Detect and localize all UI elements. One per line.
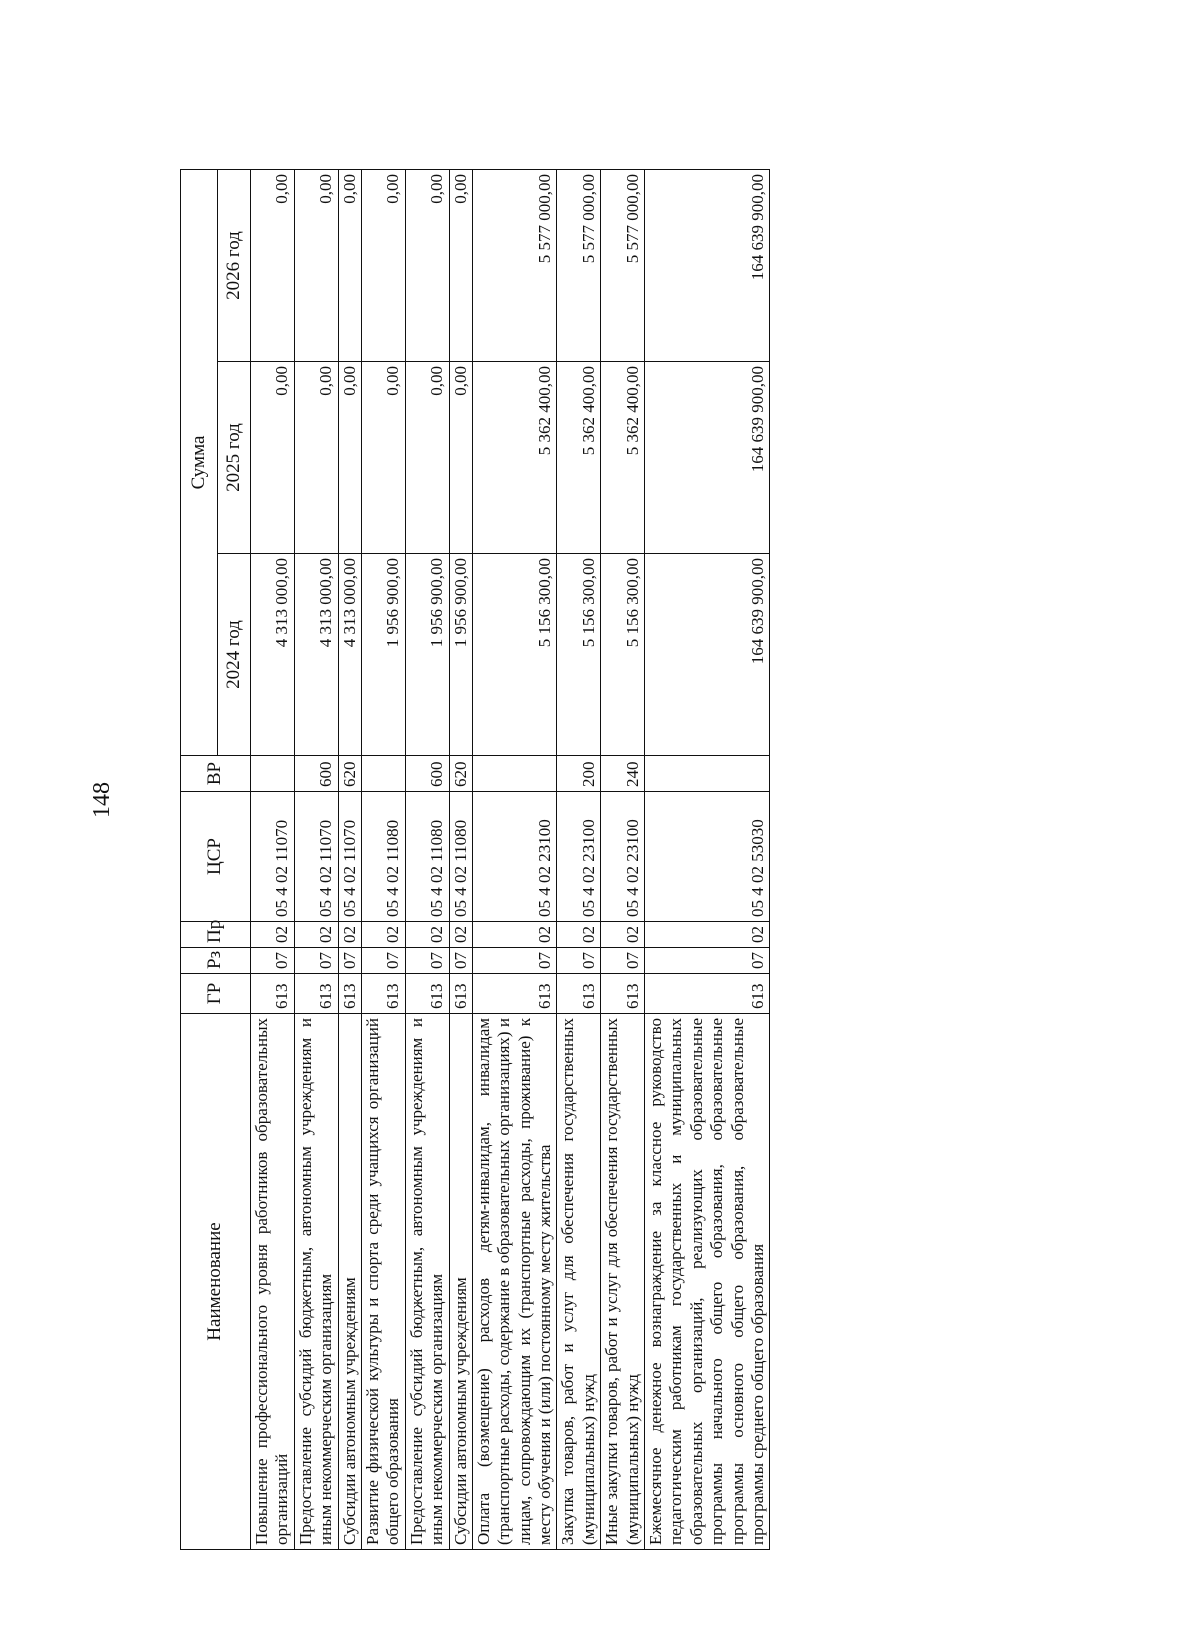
row-gr-cell: 613: [449, 974, 472, 1014]
header-vr: ВР: [181, 756, 251, 792]
row-pr-cell: 02: [251, 922, 295, 948]
table-row: [449, 170, 472, 1550]
row-sum-2024-cell: 4 313 000,00: [294, 554, 338, 756]
row-name-cell: Субсидии автономным учреждениям: [449, 1014, 472, 1550]
row-sum-2025-cell: 5 362 400,00: [557, 362, 601, 554]
row-rz-cell: 07: [601, 948, 645, 974]
header-gr: ГР: [181, 974, 251, 1014]
row-name-cell: Повышение профессионального уровня работников образовательных организаций: [251, 1014, 295, 1550]
row-sum-2026-cell: 5 577 000,00: [557, 170, 601, 362]
row-name-cell: Оплата (возмещение) расходов детям-инвалидам, инвалидам (транспортные расходы, содержание в образовательных организациях) и лицам, сопровождающим их (транспортные расходы, проживание) к месту обучения и (или) постоянному месту жительства: [472, 1014, 557, 1550]
row-pr-cell: 02: [472, 922, 557, 948]
row-csr-cell: 05 4 02 11080: [361, 792, 405, 922]
row-csr-cell: 05 4 02 23100: [472, 792, 557, 922]
row-sum-2025-cell: 0,00: [449, 362, 472, 554]
row-sum-2025-cell: 164 639 900,00: [645, 362, 770, 554]
row-vr-cell: 240: [601, 756, 645, 792]
page-number: 148: [89, 782, 115, 818]
row-sum-2025-cell: 5 362 400,00: [472, 362, 557, 554]
row-sum-2025-cell: 0,00: [361, 362, 405, 554]
row-pr-cell: 02: [645, 922, 770, 948]
row-sum-2024-cell: 1 956 900,00: [449, 554, 472, 756]
row-sum-2024-cell: 164 639 900,00: [645, 554, 770, 756]
row-sum-2025-cell: 0,00: [294, 362, 338, 554]
header-year-2026: 2026 год: [218, 170, 251, 362]
row-csr-cell: 05 4 02 23100: [601, 792, 645, 922]
row-sum-2026-cell: 5 577 000,00: [601, 170, 645, 362]
header-year-2024: 2024 год: [218, 554, 251, 756]
row-name-cell: Субсидии автономным учреждениям: [338, 1014, 361, 1550]
row-name-cell: Предоставление субсидий бюджетным, автономным учреждениям и иным некоммерческим организациям: [405, 1014, 449, 1550]
row-sum-2026-cell: 164 639 900,00: [645, 170, 770, 362]
rotated-table-wrapper: [180, 170, 980, 1550]
row-rz-cell: 07: [361, 948, 405, 974]
row-vr-cell: [472, 756, 557, 792]
row-name-cell: Закупка товаров, работ и услуг для обеспечения государственных (муниципальных) нужд: [557, 1014, 601, 1550]
row-gr-cell: 613: [601, 974, 645, 1014]
budget-table: [180, 169, 770, 1550]
row-gr-cell: 613: [645, 974, 770, 1014]
row-sum-2025-cell: 0,00: [251, 362, 295, 554]
row-sum-2026-cell: 5 577 000,00: [472, 170, 557, 362]
row-vr-cell: 620: [449, 756, 472, 792]
row-sum-2026-cell: 0,00: [361, 170, 405, 362]
row-gr-cell: 613: [294, 974, 338, 1014]
row-gr-cell: 613: [338, 974, 361, 1014]
row-sum-2026-cell: 0,00: [338, 170, 361, 362]
row-sum-2026-cell: 0,00: [251, 170, 295, 362]
row-vr-cell: [251, 756, 295, 792]
row-rz-cell: 07: [472, 948, 557, 974]
row-pr-cell: 02: [449, 922, 472, 948]
row-sum-2024-cell: 4 313 000,00: [338, 554, 361, 756]
row-vr-cell: [645, 756, 770, 792]
row-csr-cell: 05 4 02 11080: [449, 792, 472, 922]
header-csr: ЦСР: [181, 792, 251, 922]
row-vr-cell: 600: [405, 756, 449, 792]
header-year-2025: 2025 год: [218, 362, 251, 554]
row-sum-2025-cell: 0,00: [338, 362, 361, 554]
row-sum-2024-cell: 1 956 900,00: [405, 554, 449, 756]
row-sum-2024-cell: 5 156 300,00: [601, 554, 645, 756]
header-name: Наименование: [181, 1014, 251, 1550]
row-sum-2026-cell: 0,00: [294, 170, 338, 362]
row-name-cell: Иные закупки товаров, работ и услуг для обеспечения государственных (муниципальных) нужд: [601, 1014, 645, 1550]
row-gr-cell: 613: [361, 974, 405, 1014]
row-pr-cell: 02: [557, 922, 601, 948]
row-sum-2024-cell: 5 156 300,00: [557, 554, 601, 756]
table-body: [251, 170, 770, 1550]
row-gr-cell: 613: [405, 974, 449, 1014]
row-gr-cell: 613: [557, 974, 601, 1014]
row-name-cell: Развитие физической культуры и спорта среди учащихся организаций общего образования: [361, 1014, 405, 1550]
header-row: [181, 170, 218, 1550]
row-vr-cell: [361, 756, 405, 792]
header-pr: Пр: [181, 922, 251, 948]
row-csr-cell: 05 4 02 11070: [338, 792, 361, 922]
table-row: [645, 170, 770, 1550]
header-rz: Рз: [181, 948, 251, 974]
row-vr-cell: 600: [294, 756, 338, 792]
row-pr-cell: 02: [361, 922, 405, 948]
table-row: [472, 170, 557, 1550]
row-sum-2025-cell: 5 362 400,00: [601, 362, 645, 554]
row-rz-cell: 07: [449, 948, 472, 974]
row-csr-cell: 05 4 02 11070: [294, 792, 338, 922]
row-name-cell: Ежемесячное денежное вознаграждение за классное руководство педагогическим работникам государственных и муниципальных образовательных организаций, реализующих образовательные программы начального общего образования, образовательные программы основного общего образования, образовательные программы среднего общего образования: [645, 1014, 770, 1550]
table-row: [338, 170, 361, 1550]
table-row: [601, 170, 645, 1550]
row-rz-cell: 07: [294, 948, 338, 974]
row-vr-cell: 620: [338, 756, 361, 792]
row-rz-cell: 07: [557, 948, 601, 974]
row-sum-2025-cell: 0,00: [405, 362, 449, 554]
row-rz-cell: 07: [645, 948, 770, 974]
row-csr-cell: 05 4 02 23100: [557, 792, 601, 922]
row-csr-cell: 05 4 02 53030: [645, 792, 770, 922]
table-row: [361, 170, 405, 1550]
table-row: [405, 170, 449, 1550]
row-rz-cell: 07: [251, 948, 295, 974]
row-name-cell: Предоставление субсидий бюджетным, автономным учреждениям и иным некоммерческим организациям: [294, 1014, 338, 1550]
row-gr-cell: 613: [251, 974, 295, 1014]
row-pr-cell: 02: [294, 922, 338, 948]
table-row: [251, 170, 295, 1550]
row-pr-cell: 02: [601, 922, 645, 948]
row-vr-cell: 200: [557, 756, 601, 792]
row-rz-cell: 07: [405, 948, 449, 974]
table-row: [557, 170, 601, 1550]
row-sum-2026-cell: 0,00: [405, 170, 449, 362]
row-sum-2024-cell: 1 956 900,00: [361, 554, 405, 756]
header-sum: Сумма: [181, 170, 218, 756]
row-gr-cell: 613: [472, 974, 557, 1014]
row-rz-cell: 07: [338, 948, 361, 974]
row-pr-cell: 02: [405, 922, 449, 948]
row-csr-cell: 05 4 02 11070: [251, 792, 295, 922]
table-row: [294, 170, 338, 1550]
row-csr-cell: 05 4 02 11080: [405, 792, 449, 922]
row-sum-2024-cell: 4 313 000,00: [251, 554, 295, 756]
row-pr-cell: 02: [338, 922, 361, 948]
row-sum-2026-cell: 0,00: [449, 170, 472, 362]
row-sum-2024-cell: 5 156 300,00: [472, 554, 557, 756]
